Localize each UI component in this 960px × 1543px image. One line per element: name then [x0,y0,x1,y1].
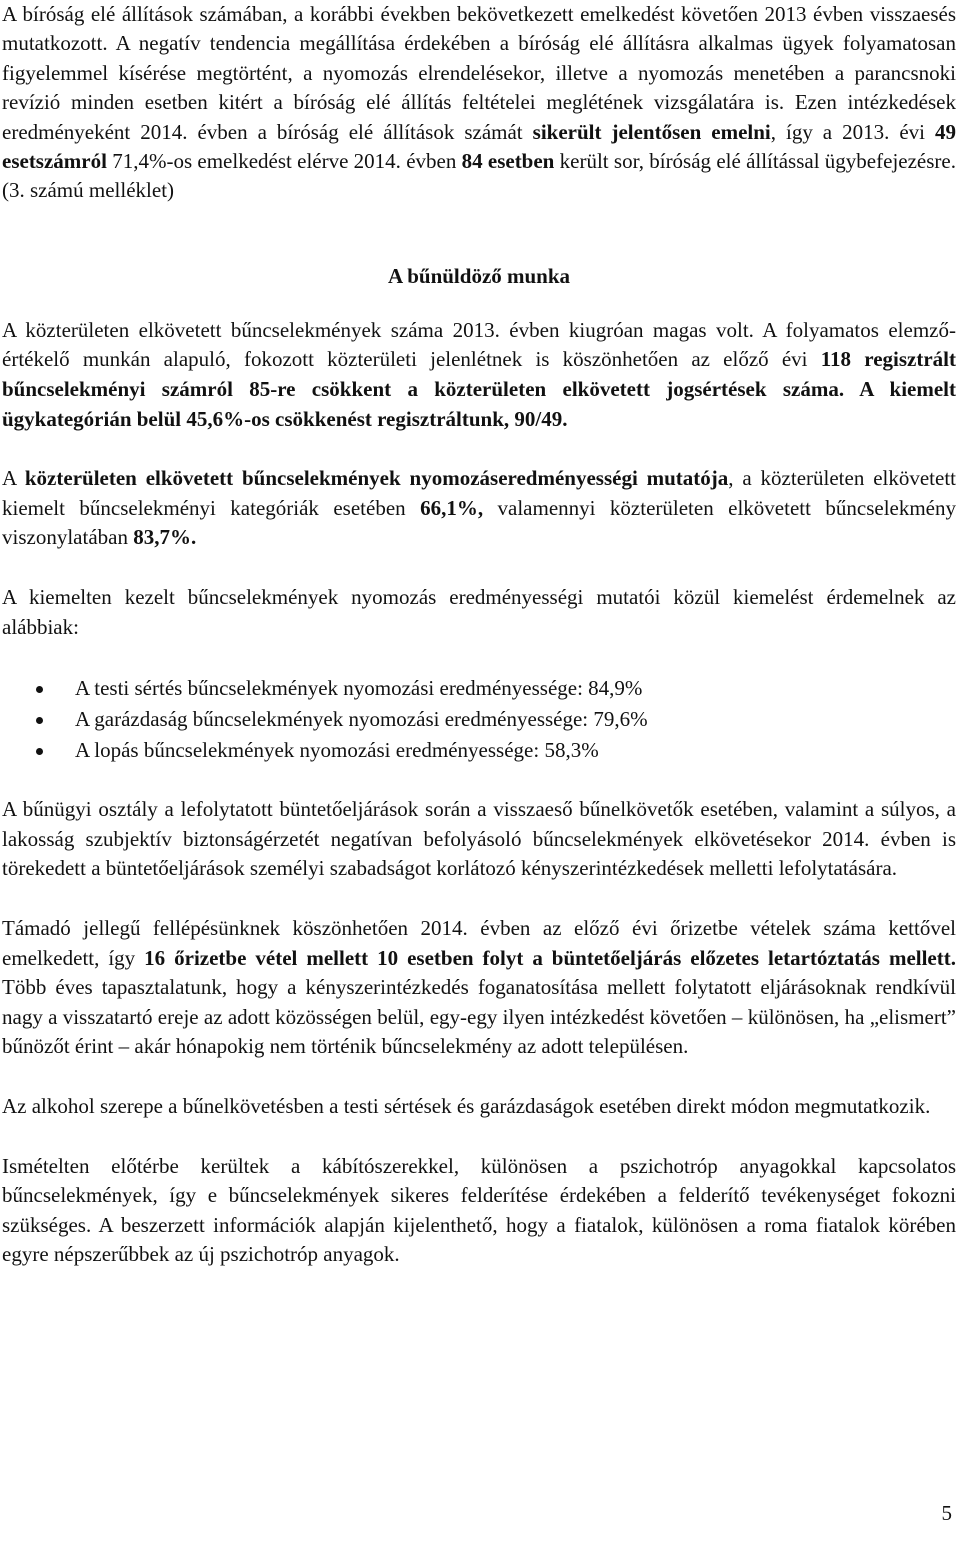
list-item [2,704,956,735]
text-run: A közterületen elkövetett bűncselekmények száma 2013. évben kiugróan magas volt. A folyamatos elemző-értékelő munkán alapuló, fokozott közterületi jelenlétnek is köszönhetően az előző évi [2,317,956,372]
list-item-text: A lopás bűncselekmények nyomozási eredményessége: 58,3% [75,738,599,763]
paragraph-key-indicators: A kiemelten kezelt bűncselekmények nyomozás eredményességi mutatói közül kiemelést érdemelnek az alábbiak: [2,585,956,639]
emphasis: közterületen elkövetett bűncselekmények nyomozáseredményességi mutatója [24,466,729,491]
text-run: , így a 2013. évi [770,119,935,144]
paragraph-alcohol: Az alkohol szerepe a bűnelkövetésben a testi sértések és garázdaságok esetében direkt módon megmutatkozik. [2,1093,931,1118]
emphasis: 118 regisztrált bűncselekményi számról 85-re csökkent a közterületen elkövetett jogsértések száma. A kiemelt ügykategórián belül 45,6%-os csökkenést regisztráltunk, 90/49. [2,347,956,431]
text-run: , a közterületen elkövetett kiemelt bűncselekményi kategóriák esetében [2,466,956,520]
text-run: került sor, bíróság elé állítással ügybefejezésre. (3. számú melléklet) [2,149,956,203]
bullet-dot-icon [36,686,43,693]
paragraph-criminal-department: A bűnügyi osztály a lefolytatott büntetőeljárások során a visszaeső bűnelkövetők esetében, valamint a súlyos, a lakosság szubjektív biztonságérzetét negatívan befolyásoló bűncselekmények elkövetésekor 2014. évben is törekedett a büntetőeljárások személyi szabadságot korlátozó kényszerintézkedések melletti lefolytatására. [2,797,956,881]
bullet-dot-icon [36,748,43,755]
text-run: 71,4%-os emelkedést elérve 2014. évben [106,149,462,174]
page-content [2,0,956,1270]
emphasis: 16 őrizetbe vétel mellett 10 esetben folyt a büntetőeljárás előzetes letartóztatás mellett. [144,945,956,970]
text-run: Támadó jellegű fellépésünknek köszönhetően 2014. évben az előző évi őrizetbe vételek száma kettővel emelkedett, így [2,915,956,970]
paragraph-drugs: Ismételten előtérbe kerültek a kábítószerekkel, különösen a pszichotróp anyagokkal kapcsolatos bűncselekmények, így e bűncselekmények sikeres felderítése érdekében a felderítő tevékenységet fokozni szükséges. A beszerzett információk alapján kijelenthető, hogy a fiatalok, különösen a roma fiatalok körében egyre népszerűbbek az új pszichotróp anyagok. [2,1153,956,1267]
list-item-text: A testi sértés bűncselekmények nyomozási eredményessége: 84,9% [75,676,643,701]
emphasis: 83,7%. [133,525,197,550]
emphasis: 66,1%, [420,495,484,520]
list-item-text: A garázdaság bűncselekmények nyomozási eredményessége: 79,6% [75,707,648,732]
list-item [2,673,956,704]
emphasis: 84 esetben [461,149,555,174]
paragraph-court-proceedings [2,0,956,206]
bullet-dot-icon [36,717,43,724]
page-number: 5 [941,1501,952,1525]
indicator-list [2,673,956,766]
text-run: Több éves tapasztalatunk, hogy a kényszerintézkedés foganatosítása mellett folytatott eljárásoknak rendkívül nagy a visszatartó ereje az adott közösségen belül, egy-egy ilyen intézkedést követően – különösen, ha „elismert” bűnözőt érint – akár hónapokig nem történik bűncselekmény az adott településen. [2,975,956,1059]
text-run: A [2,466,25,491]
emphasis: 49 esetszámról [2,119,956,174]
section-heading: A bűnüldöző munka [387,263,571,288]
text-run: A bíróság elé állítások számában, a korábbi években bekövetkezett emelkedést követően 2013 évben visszaesés mutatkozott. A negatív tendencia megállítása érdekében a bíróság elé állításra alkalmas ügyek folyamatosan figyelemmel kísérése megtörtént, a nyomozás elrendelésekor, illetve a nyomozás menetében a parancsnoki revízió minden esetben kitért a bíróság elé állítás feltételei meglétének vizsgálatára is. Ezen intézkedések eredményeként 2014. évben a bíróság elé állítások számát [2,2,956,144]
list-item [2,735,956,766]
paragraph-public-space-crimes [2,316,956,434]
paragraph-detentions [2,914,956,1062]
paragraph-investigation-rate [2,464,956,553]
text-run: valamennyi közterületen elkövetett bűncselekmény viszonylatában [2,495,956,550]
emphasis: sikerült jelentősen emelni [532,119,771,144]
